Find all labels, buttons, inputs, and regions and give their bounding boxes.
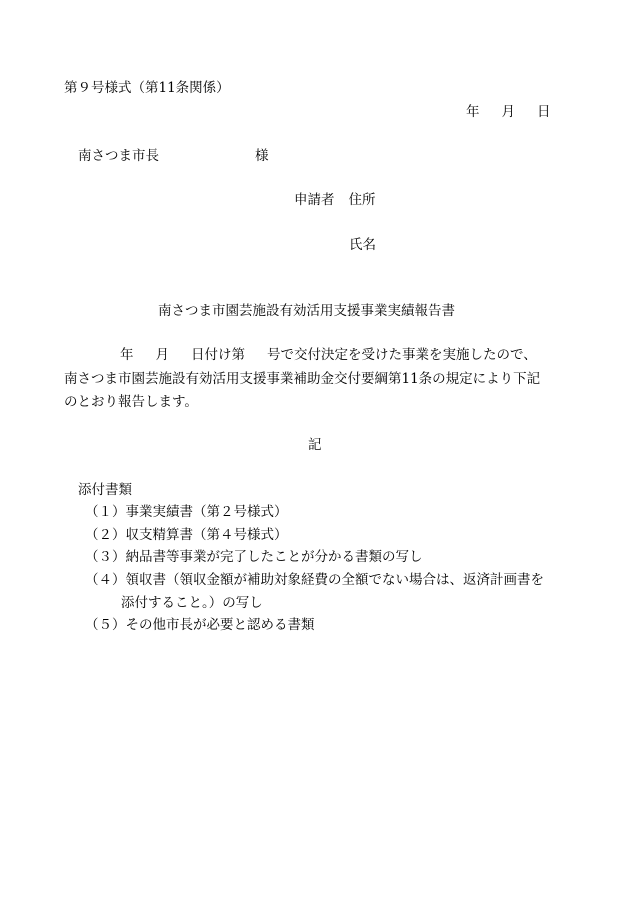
ki-heading: 記 [308,437,322,453]
body-month: 月 [155,347,169,363]
date-year: 年 [466,104,480,120]
applicant-label: 申請者 [294,192,335,208]
addressee-name: 南さつま市長 [78,148,159,164]
attachment-item-3: （３）納品書等事業が完了したことが分かる書類の写し [85,549,423,565]
applicant-address-line [294,194,376,208]
body-day-ref: 日付け第 [191,347,245,363]
attachment-item-4-continued: 添付すること。）の写し [121,595,263,611]
attachments-heading: 添付書類 [78,482,132,498]
body-line-2: 南さつま市園芸施設有効活用支援事業補助金交付要綱第11条の規定により下記 [64,371,541,387]
addressee-honorific: 様 [255,148,269,164]
applicant-name-label: 氏名 [349,237,376,253]
addressee [78,150,269,164]
form-number: 第９号様式（第11条関係） [64,80,230,96]
attachment-item-4: （４）領収書（領収金額が補助対象経費の全額でない場合は、返済計画書を [85,572,544,588]
body-line-3: のとおり報告します。 [64,394,198,410]
address-label: 住所 [348,192,376,208]
date-day: 日 [537,104,551,120]
document-title: 南さつま市園芸施設有効活用支援事業実績報告書 [158,303,455,319]
attachment-item-2: （２）収支精算書（第４号様式） [85,527,288,543]
body-line-1-rest: 号で交付決定を受けた事業を実施したので、 [267,347,537,363]
attachment-item-5: （５）その他市長が必要と認める書類 [85,617,315,633]
body-year: 年 [120,347,134,363]
attachment-item-1: （１）事業実績書（第２号様式） [85,504,288,520]
date-line [466,106,551,120]
body-line-1 [64,349,537,363]
date-month: 月 [501,104,515,120]
